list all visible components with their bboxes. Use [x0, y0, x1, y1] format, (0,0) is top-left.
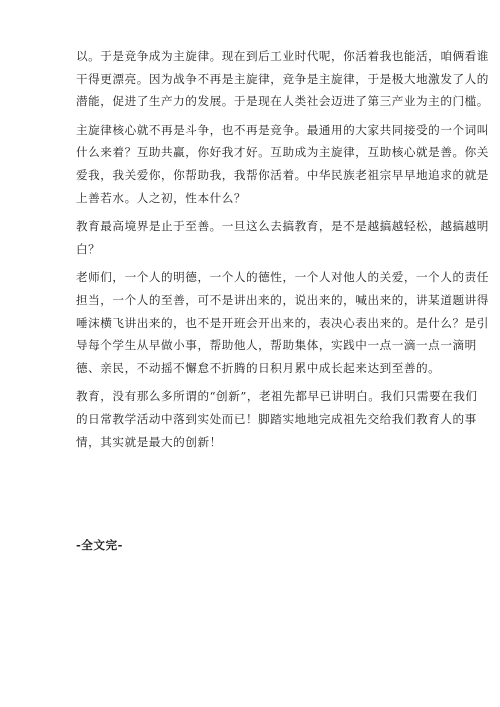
- text-line: 潜能，促进了生产力的发展。于是现在人类社会迈进了第三产业为主的门槛。: [76, 94, 489, 109]
- text-line: 什么来着？互助共赢，你好我才好。互助成为主旋律，互助核心就是善。你关: [76, 145, 489, 160]
- text-line: 教育，没有那么多所谓的“创新”，老祖先都早已讲明白。我们只需要在我们: [76, 389, 478, 404]
- text-line: 白？: [76, 241, 101, 256]
- text-line: 唾沫横飞讲出来的，也不是开班会开出来的，表决心表出来的。是什么？是引: [76, 315, 489, 330]
- paragraph-3: [76, 215, 489, 260]
- text-line: 干得更漂亮。因为战争不再是主旋律，竞争是主旋律，于是极大地激发了人的: [76, 71, 489, 86]
- text-line: 情，其实就是最大的创新！: [76, 434, 222, 449]
- document-body: [76, 45, 489, 459]
- paragraph-2: [76, 119, 489, 209]
- text-line: 上善若水。人之初，性本什么？: [76, 190, 247, 205]
- paragraph-4: [76, 266, 489, 379]
- text-line: 爱我，我关爱你，你帮助我，我帮你活着。中华民族老祖宗早早地追求的就是: [76, 167, 489, 182]
- paragraph-5: [76, 385, 478, 453]
- paragraph-1: [76, 45, 489, 113]
- text-line: 德、亲民，不动摇不懈怠不折腾的日积月累中成长起来达到至善的。: [76, 360, 441, 375]
- text-line: 主旋律核心就不再是斗争，也不再是竞争。最通用的大家共同接受的一个词叫: [76, 122, 489, 137]
- text-line: 教育最高境界是止于至善。一旦这么去搞教育，是不是越搞越轻松，越搞越明: [76, 219, 489, 234]
- text-line: 老师们，一个人的明德，一个人的德性，一个人对他人的关爱，一个人的责任: [76, 270, 489, 285]
- text-line: 导每个学生从早做小事，帮助他人，帮助集体，实践中一点一滴一点一滴明: [76, 338, 477, 353]
- text-line: 以。于是竞争成为主旋律。现在到后工业时代呢，你活着我也能活，咱俩看谁: [76, 49, 489, 63]
- end-of-text-mark: -全文完-: [76, 538, 123, 552]
- text-line: 的日常教学活动中落到实处而已！脚踏实地地完成祖先交给我们教育人的事: [76, 411, 477, 426]
- text-line: 担当，一个人的至善，可不是讲出来的，说出来的，喊出来的，讲某道题讲得: [76, 292, 489, 307]
